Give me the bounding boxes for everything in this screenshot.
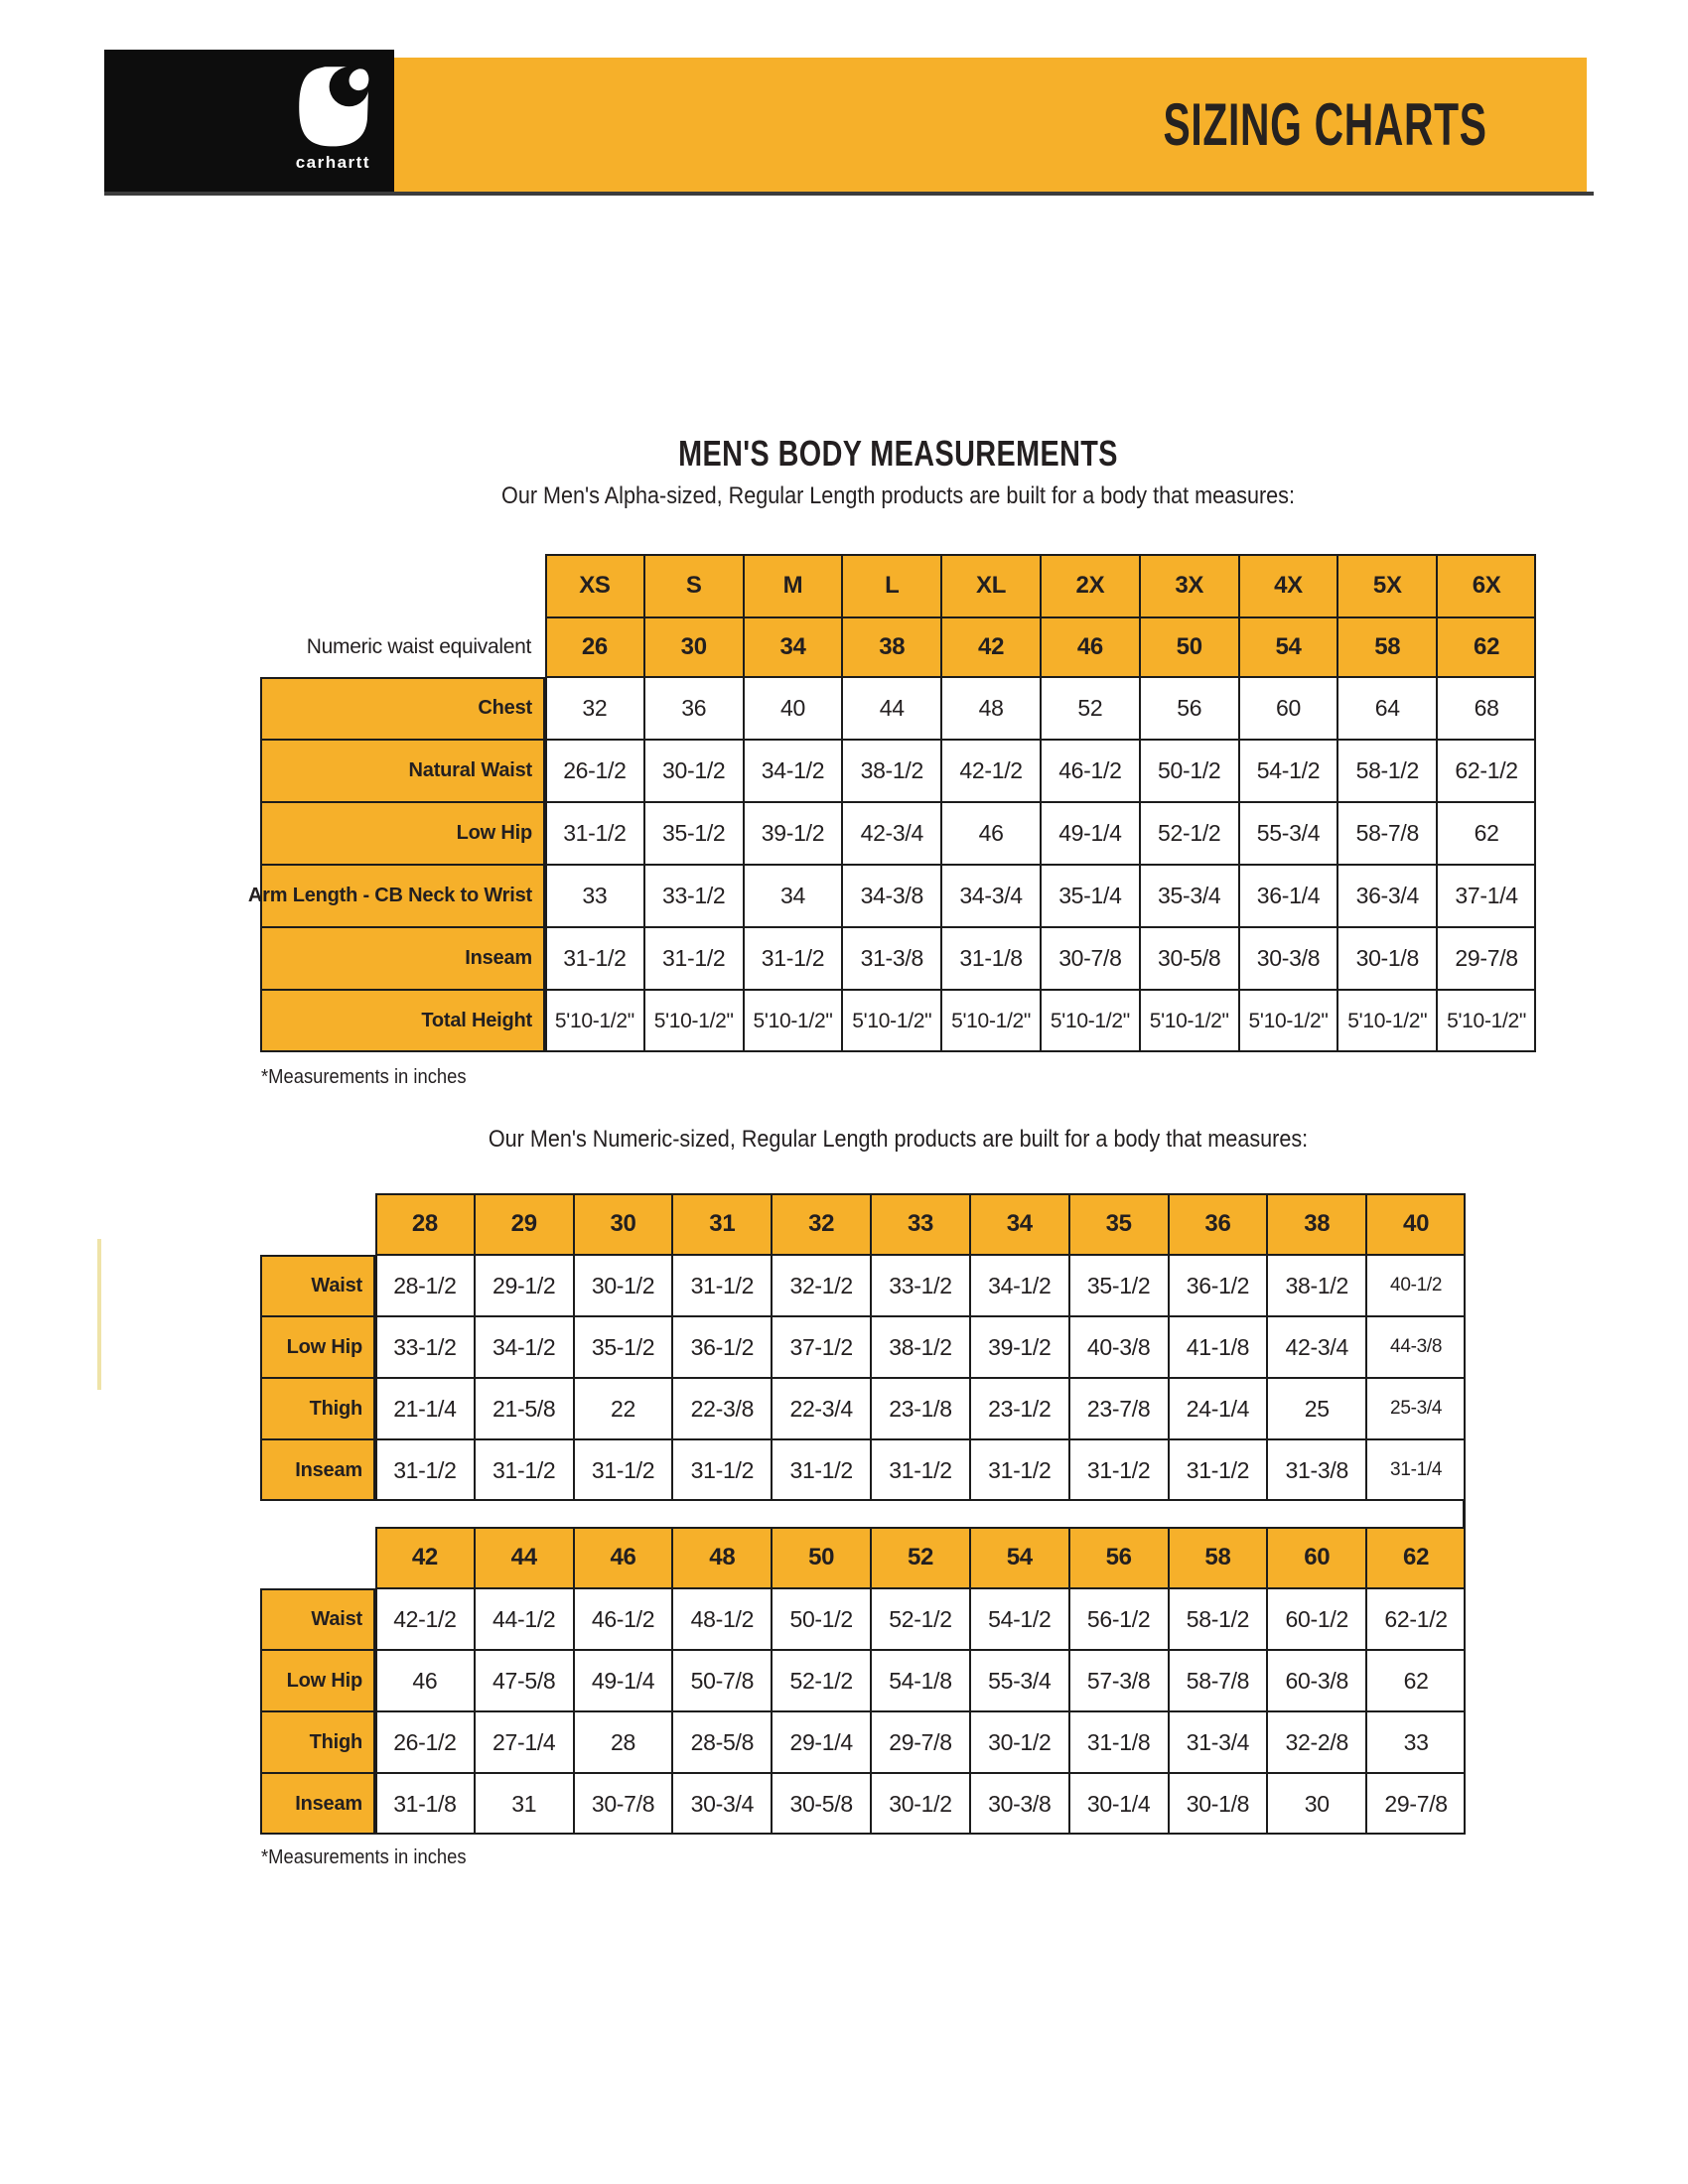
- measurement-value-cell: 31-1/2: [744, 927, 843, 990]
- corner-spacer: [260, 1193, 375, 1255]
- measurement-value-cell: 34-1/2: [475, 1316, 574, 1378]
- measurement-value-cell: 48: [941, 677, 1041, 740]
- measurement-value-cell: 68: [1437, 677, 1536, 740]
- measurement-value-cell: 42-3/4: [842, 802, 941, 865]
- measurement-value-cell: 28-1/2: [375, 1255, 475, 1316]
- measurement-value-cell: 38-1/2: [1267, 1255, 1366, 1316]
- measurement-value-cell: 38-1/2: [871, 1316, 970, 1378]
- numeric-waist-value-cell: 30: [644, 617, 744, 677]
- measurement-value-cell: 30-3/8: [1239, 927, 1338, 990]
- measurement-value-cell: 58-1/2: [1337, 740, 1437, 802]
- size-header-cell: 33: [871, 1193, 970, 1255]
- size-header-cell: 5X: [1337, 554, 1437, 617]
- measurement-value-cell: 52-1/2: [1140, 802, 1239, 865]
- size-header-cell: 42: [375, 1527, 475, 1588]
- size-header-cell: M: [744, 554, 843, 617]
- size-header-cell: S: [644, 554, 744, 617]
- size-header-cell: 40: [1366, 1193, 1466, 1255]
- size-header-cell: 38: [1267, 1193, 1366, 1255]
- measurement-value-cell: 30-5/8: [772, 1773, 871, 1835]
- measurement-value-cell: 40-1/2: [1366, 1255, 1466, 1316]
- measurement-value-cell: 34-3/4: [941, 865, 1041, 927]
- measurement-value-cell: 23-1/2: [970, 1378, 1069, 1439]
- measurement-value-cell: 31-1/2: [545, 802, 644, 865]
- measurement-value-cell: 31-1/8: [941, 927, 1041, 990]
- measurement-value-cell: 62: [1437, 802, 1536, 865]
- numeric-waist-equivalent-label: Numeric waist equivalent: [306, 635, 531, 658]
- measurement-value-cell: 31-1/8: [375, 1773, 475, 1835]
- measurement-value-cell: 55-3/4: [970, 1650, 1069, 1711]
- measurement-value-cell: 30-7/8: [1041, 927, 1140, 990]
- measurement-value-cell: 31-1/2: [1169, 1439, 1268, 1501]
- measurement-value-cell: 30-7/8: [574, 1773, 673, 1835]
- measurement-value-cell: 22-3/4: [772, 1378, 871, 1439]
- measurement-value-cell: 31-1/2: [970, 1439, 1069, 1501]
- gold-banner: [394, 58, 1587, 192]
- measurement-value-cell: 37-1/4: [1437, 865, 1536, 927]
- measurement-value-cell: 37-1/2: [772, 1316, 871, 1378]
- measurement-value-cell: 60-3/8: [1267, 1650, 1366, 1711]
- measurement-value-cell: 33: [545, 865, 644, 927]
- measurement-value-cell: 39-1/2: [744, 802, 843, 865]
- measurement-value-cell: 31: [475, 1773, 574, 1835]
- size-header-cell: 30: [574, 1193, 673, 1255]
- size-header-cell: 46: [574, 1527, 673, 1588]
- size-header-cell: 35: [1069, 1193, 1169, 1255]
- size-header-cell: 32: [772, 1193, 871, 1255]
- measurement-value-cell: 50-1/2: [1140, 740, 1239, 802]
- size-header-cell: 62: [1366, 1527, 1466, 1588]
- measurement-value-cell: 29-7/8: [1366, 1773, 1466, 1835]
- measurement-value-cell: 31-1/2: [375, 1439, 475, 1501]
- measurement-row-label: Inseam: [260, 1439, 375, 1501]
- measurement-value-cell: 62-1/2: [1437, 740, 1536, 802]
- measurement-value-cell: 36-1/2: [672, 1316, 772, 1378]
- measurement-value-cell: 50-7/8: [672, 1650, 772, 1711]
- size-header-cell: 48: [672, 1527, 772, 1588]
- measurement-value-cell: 23-1/8: [871, 1378, 970, 1439]
- measurement-value-cell: 5'10-1/2": [1437, 990, 1536, 1052]
- measurement-value-cell: 29-1/2: [475, 1255, 574, 1316]
- table-edge-connector: [1463, 1501, 1466, 1527]
- measurement-value-cell: 49-1/4: [1041, 802, 1140, 865]
- size-header-cell: 36: [1169, 1193, 1268, 1255]
- carhartt-c-icon: [297, 66, 370, 149]
- numeric-waist-value-cell: 54: [1239, 617, 1338, 677]
- measurement-value-cell: 46: [941, 802, 1041, 865]
- measurement-row-label: Natural Waist: [260, 740, 545, 802]
- measurement-value-cell: 34-1/2: [970, 1255, 1069, 1316]
- alpha-sized-intro: Our Men's Alpha-sized, Regular Length products are built for a body that measures:: [501, 482, 1295, 509]
- measurement-value-cell: 58-7/8: [1169, 1650, 1268, 1711]
- measurement-value-cell: 50-1/2: [772, 1588, 871, 1650]
- measurement-value-cell: 29-7/8: [1437, 927, 1536, 990]
- measurement-row-label: Arm Length - CB Neck to Wrist: [260, 865, 545, 927]
- measurement-value-cell: 30-1/2: [574, 1255, 673, 1316]
- section-title: MEN'S BODY MEASUREMENTS: [678, 433, 1118, 474]
- measurement-value-cell: 47-5/8: [475, 1650, 574, 1711]
- measurement-value-cell: 44-1/2: [475, 1588, 574, 1650]
- measurement-row-label: Inseam: [260, 927, 545, 990]
- measurement-value-cell: 42-1/2: [941, 740, 1041, 802]
- size-header-cell: 58: [1169, 1527, 1268, 1588]
- measurement-value-cell: 28: [574, 1711, 673, 1773]
- measurement-value-cell: 31-1/2: [644, 927, 744, 990]
- size-header-cell: 52: [871, 1527, 970, 1588]
- size-header-cell: 56: [1069, 1527, 1169, 1588]
- measurement-value-cell: 25: [1267, 1378, 1366, 1439]
- measurement-value-cell: 62: [1366, 1650, 1466, 1711]
- size-header-cell: 54: [970, 1527, 1069, 1588]
- size-header-cell: XL: [941, 554, 1041, 617]
- measurement-value-cell: 35-1/2: [1069, 1255, 1169, 1316]
- measurement-value-cell: 42-3/4: [1267, 1316, 1366, 1378]
- measurement-value-cell: 35-3/4: [1140, 865, 1239, 927]
- measurement-value-cell: 31-3/8: [1267, 1439, 1366, 1501]
- measurement-value-cell: 35-1/2: [644, 802, 744, 865]
- measurement-value-cell: 31-1/2: [672, 1439, 772, 1501]
- measurements-footnote: *Measurements in inches: [261, 1846, 467, 1868]
- measurement-value-cell: 30-3/8: [970, 1773, 1069, 1835]
- size-header-cell: 31: [672, 1193, 772, 1255]
- measurement-value-cell: 31-1/8: [1069, 1711, 1169, 1773]
- measurement-value-cell: 60-1/2: [1267, 1588, 1366, 1650]
- measurement-row-label: Total Height: [260, 990, 545, 1052]
- measurement-value-cell: 54-1/2: [1239, 740, 1338, 802]
- measurement-value-cell: 29-7/8: [871, 1711, 970, 1773]
- measurement-value-cell: 62-1/2: [1366, 1588, 1466, 1650]
- measurement-value-cell: 32-1/2: [772, 1255, 871, 1316]
- measurement-value-cell: 31-1/2: [672, 1255, 772, 1316]
- measurement-value-cell: 30: [1267, 1773, 1366, 1835]
- numeric-waist-value-cell: 58: [1337, 617, 1437, 677]
- header-divider: [104, 192, 1594, 196]
- measurement-value-cell: 22: [574, 1378, 673, 1439]
- measurement-value-cell: 5'10-1/2": [1337, 990, 1437, 1052]
- measurement-row-label: Inseam: [260, 1773, 375, 1835]
- measurement-value-cell: 5'10-1/2": [744, 990, 843, 1052]
- measurements-footnote: *Measurements in inches: [261, 1066, 467, 1088]
- measurement-value-cell: 26-1/2: [375, 1711, 475, 1773]
- size-header-cell: 3X: [1140, 554, 1239, 617]
- measurement-value-cell: 31-1/2: [772, 1439, 871, 1501]
- measurement-value-cell: 24-1/4: [1169, 1378, 1268, 1439]
- measurement-value-cell: 40-3/8: [1069, 1316, 1169, 1378]
- measurement-value-cell: 34-1/2: [744, 740, 843, 802]
- measurement-value-cell: 33: [1366, 1711, 1466, 1773]
- measurement-value-cell: 64: [1337, 677, 1437, 740]
- measurement-value-cell: 36-1/4: [1239, 865, 1338, 927]
- measurement-value-cell: 58-1/2: [1169, 1588, 1268, 1650]
- measurement-value-cell: 31-1/2: [574, 1439, 673, 1501]
- measurement-value-cell: 21-1/4: [375, 1378, 475, 1439]
- measurement-row-label: Chest: [260, 677, 545, 740]
- measurement-value-cell: 40: [744, 677, 843, 740]
- measurement-value-cell: 54-1/8: [871, 1650, 970, 1711]
- measurement-value-cell: 46-1/2: [574, 1588, 673, 1650]
- measurement-value-cell: 33-1/2: [871, 1255, 970, 1316]
- measurement-value-cell: 60: [1239, 677, 1338, 740]
- measurement-value-cell: 52: [1041, 677, 1140, 740]
- measurement-value-cell: 33-1/2: [644, 865, 744, 927]
- measurement-value-cell: 54-1/2: [970, 1588, 1069, 1650]
- size-header-cell: 4X: [1239, 554, 1338, 617]
- numeric-sized-intro: Our Men's Numeric-sized, Regular Length products are built for a body that measures:: [488, 1126, 1309, 1153]
- measurement-value-cell: 38-1/2: [842, 740, 941, 802]
- measurement-value-cell: 5'10-1/2": [1239, 990, 1338, 1052]
- measurement-value-cell: 44: [842, 677, 941, 740]
- measurement-value-cell: 29-1/4: [772, 1711, 871, 1773]
- measurement-value-cell: 35-1/2: [574, 1316, 673, 1378]
- measurement-value-cell: 36-1/2: [1169, 1255, 1268, 1316]
- measurement-row-label: Waist: [260, 1255, 375, 1316]
- measurement-value-cell: 28-5/8: [672, 1711, 772, 1773]
- measurement-value-cell: 21-5/8: [475, 1378, 574, 1439]
- measurement-value-cell: 5'10-1/2": [1041, 990, 1140, 1052]
- numeric-size-table-large: [260, 1527, 1466, 1835]
- measurement-value-cell: 31-1/4: [1366, 1439, 1466, 1501]
- measurement-value-cell: 23-7/8: [1069, 1378, 1169, 1439]
- measurement-row-label: Thigh: [260, 1378, 375, 1439]
- measurement-value-cell: 31-1/2: [871, 1439, 970, 1501]
- carhartt-logo: [104, 50, 394, 196]
- numeric-waist-value-cell: 42: [941, 617, 1041, 677]
- measurement-value-cell: 56: [1140, 677, 1239, 740]
- measurement-value-cell: 42-1/2: [375, 1588, 475, 1650]
- carhartt-wordmark: carhartt: [295, 153, 370, 172]
- measurement-value-cell: 56-1/2: [1069, 1588, 1169, 1650]
- measurement-value-cell: 31-3/4: [1169, 1711, 1268, 1773]
- alpha-size-table: [247, 554, 1536, 1052]
- measurement-value-cell: 30-1/4: [1069, 1773, 1169, 1835]
- measurement-value-cell: 26-1/2: [545, 740, 644, 802]
- measurement-value-cell: 30-1/2: [871, 1773, 970, 1835]
- measurement-value-cell: 30-1/2: [970, 1711, 1069, 1773]
- numeric-waist-value-cell: 34: [744, 617, 843, 677]
- measurement-value-cell: 36-3/4: [1337, 865, 1437, 927]
- measurement-value-cell: 35-1/4: [1041, 865, 1140, 927]
- measurement-value-cell: 30-5/8: [1140, 927, 1239, 990]
- measurement-value-cell: 30-1/8: [1169, 1773, 1268, 1835]
- measurement-value-cell: 46-1/2: [1041, 740, 1140, 802]
- measurement-value-cell: 46: [375, 1650, 475, 1711]
- numeric-waist-value-cell: 26: [545, 617, 644, 677]
- numeric-waist-value-cell: 62: [1437, 617, 1536, 677]
- measurement-value-cell: 49-1/4: [574, 1650, 673, 1711]
- measurement-value-cell: 34: [744, 865, 843, 927]
- size-header-cell: 28: [375, 1193, 475, 1255]
- measurement-value-cell: 31-1/2: [545, 927, 644, 990]
- size-header-cell: 34: [970, 1193, 1069, 1255]
- numeric-waist-value-cell: 50: [1140, 617, 1239, 677]
- measurement-value-cell: 31-1/2: [475, 1439, 574, 1501]
- page-title: SIZING CHARTS: [1163, 91, 1487, 158]
- measurement-value-cell: 41-1/8: [1169, 1316, 1268, 1378]
- measurement-value-cell: 34-3/8: [842, 865, 941, 927]
- measurement-value-cell: 5'10-1/2": [644, 990, 744, 1052]
- numeric-waist-value-cell: 46: [1041, 617, 1140, 677]
- measurement-row-label: Low Hip: [260, 802, 545, 865]
- measurement-value-cell: 32: [545, 677, 644, 740]
- measurement-value-cell: 27-1/4: [475, 1711, 574, 1773]
- numeric-waist-value-cell: 38: [842, 617, 941, 677]
- measurement-value-cell: 55-3/4: [1239, 802, 1338, 865]
- measurement-value-cell: 52-1/2: [871, 1588, 970, 1650]
- size-header-cell: 29: [475, 1193, 574, 1255]
- corner-spacer: [260, 554, 545, 617]
- measurement-value-cell: 25-3/4: [1366, 1378, 1466, 1439]
- corner-spacer: [260, 1527, 375, 1588]
- measurement-value-cell: 22-3/8: [672, 1378, 772, 1439]
- measurement-value-cell: 48-1/2: [672, 1588, 772, 1650]
- measurement-value-cell: 39-1/2: [970, 1316, 1069, 1378]
- size-header-cell: 50: [772, 1527, 871, 1588]
- size-header-cell: 60: [1267, 1527, 1366, 1588]
- measurement-value-cell: 5'10-1/2": [941, 990, 1041, 1052]
- measurement-value-cell: 5'10-1/2": [842, 990, 941, 1052]
- measurement-row-label: Thigh: [260, 1711, 375, 1773]
- measurement-value-cell: 58-7/8: [1337, 802, 1437, 865]
- measurement-row-label: Low Hip: [260, 1650, 375, 1711]
- measurement-row-label: Low Hip: [260, 1316, 375, 1378]
- size-header-cell: L: [842, 554, 941, 617]
- measurement-value-cell: 31-1/2: [1069, 1439, 1169, 1501]
- size-header-cell: 44: [475, 1527, 574, 1588]
- size-header-cell: 6X: [1437, 554, 1536, 617]
- measurement-value-cell: 30-1/8: [1337, 927, 1437, 990]
- measurement-row-label: Waist: [260, 1588, 375, 1650]
- size-header-cell: 2X: [1041, 554, 1140, 617]
- measurement-value-cell: 44-3/8: [1366, 1316, 1466, 1378]
- measurement-value-cell: 30-3/4: [672, 1773, 772, 1835]
- measurement-value-cell: 52-1/2: [772, 1650, 871, 1711]
- measurement-value-cell: 5'10-1/2": [1140, 990, 1239, 1052]
- measurement-value-cell: 5'10-1/2": [545, 990, 644, 1052]
- measurement-value-cell: 30-1/2: [644, 740, 744, 802]
- measurement-value-cell: 32-2/8: [1267, 1711, 1366, 1773]
- measurement-value-cell: 31-3/8: [842, 927, 941, 990]
- numeric-size-table-small: [260, 1193, 1466, 1501]
- measurement-value-cell: 57-3/8: [1069, 1650, 1169, 1711]
- size-header-cell: XS: [545, 554, 644, 617]
- measurement-value-cell: 33-1/2: [375, 1316, 475, 1378]
- measurement-value-cell: 36: [644, 677, 744, 740]
- page-edge-mark: [97, 1239, 101, 1390]
